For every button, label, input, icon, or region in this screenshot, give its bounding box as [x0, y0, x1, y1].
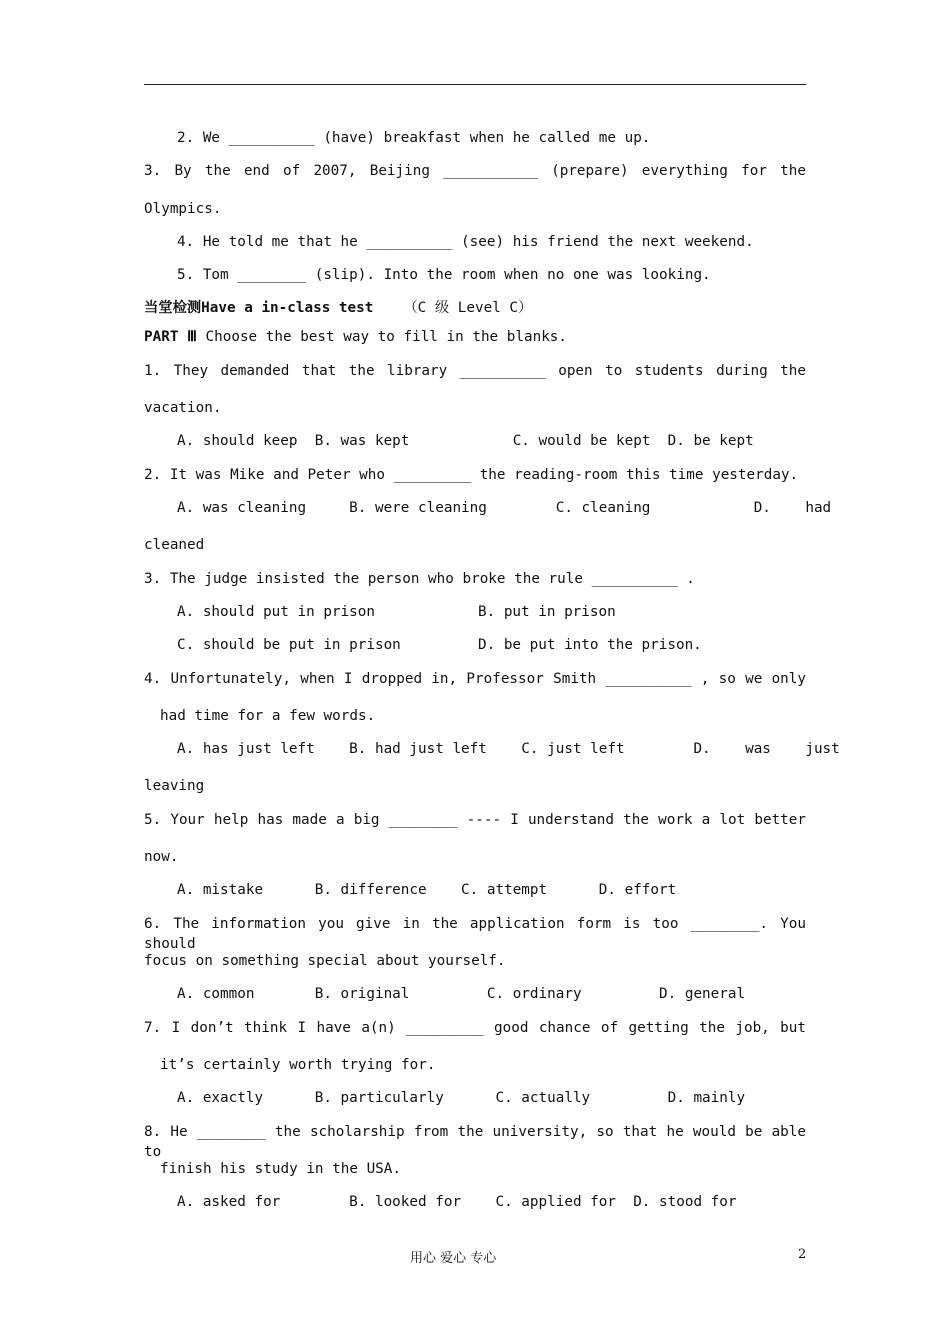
options-line: A. should keep B. was kept C. would be kept D. be kept	[177, 433, 754, 449]
section-heading	[144, 298, 532, 318]
question-line: 3. By the end of 2007, Beijing ___________ (prepare) everything for the	[144, 163, 806, 179]
question-line: vacation.	[144, 400, 222, 416]
question-line: 7. I don’t think I have a(n) _________ good chance of getting the job, but	[144, 1020, 806, 1036]
options-line: A. exactly B. particularly C. actually D. mainly	[177, 1090, 746, 1106]
question-line: 4. He told me that he __________ (see) his friend the next weekend.	[177, 234, 754, 250]
option-b: B. put in prison	[478, 604, 616, 620]
options-line: A. common B. original C. ordinary D. general	[177, 986, 746, 1002]
options-line: A. mistake B. difference C. attempt D. effort	[177, 882, 677, 898]
question-line: 2. It was Mike and Peter who _________ the reading-room this time yesterday.	[144, 467, 799, 483]
footer-text: 用心 爱心 专心	[410, 1251, 497, 1266]
options-line: leaving	[144, 778, 205, 794]
section-title: 当堂检测Have a in-class test	[144, 300, 374, 316]
question-line: 2. We __________ (have) breakfast when he called me up.	[177, 130, 651, 146]
question-line: finish his study in the USA.	[160, 1161, 402, 1177]
question-line: had time for a few words.	[160, 708, 376, 724]
options-line: A. has just left B. had just left C. just left D. was just	[177, 741, 840, 757]
section-level: （C 级 Level C）	[403, 300, 533, 316]
option-d: D. be put into the prison.	[478, 637, 702, 653]
options-line: A. was cleaning B. were cleaning C. cleaning D. had	[177, 500, 832, 516]
question-line: 5. Tom ________ (slip). Into the room when no one was looking.	[177, 267, 711, 283]
options-line: A. asked for B. looked for C. applied for D. stood for	[177, 1194, 737, 1210]
question-line: Olympics.	[144, 201, 222, 217]
option-c: C. should be put in prison	[177, 637, 401, 653]
part-label: PART Ⅲ	[144, 329, 197, 345]
question-line: focus on something special about yourself.	[144, 953, 506, 969]
options-line: cleaned	[144, 537, 205, 553]
option-a: A. should put in prison	[177, 604, 375, 620]
header-rule	[144, 84, 806, 85]
part-instruction: Choose the best way to fill in the blanks.	[196, 329, 568, 345]
part-heading	[144, 327, 567, 347]
question-line: 3. The judge insisted the person who broke the rule __________ .	[144, 571, 695, 587]
question-line: now.	[144, 849, 179, 865]
question-line: it’s certainly worth trying for.	[160, 1057, 436, 1073]
question-line: 6. The information you give in the application form is too ________. You should	[144, 916, 806, 952]
question-line: 4. Unfortunately, when I dropped in, Professor Smith __________ , so we only	[144, 671, 806, 687]
question-line: 5. Your help has made a big ________ ---- I understand the work a lot better	[144, 812, 806, 828]
question-line: 1. They demanded that the library __________ open to students during the	[144, 363, 806, 379]
page-number: 2	[798, 1247, 807, 1262]
question-line: 8. He ________ the scholarship from the university, so that he would be able to	[144, 1124, 806, 1160]
